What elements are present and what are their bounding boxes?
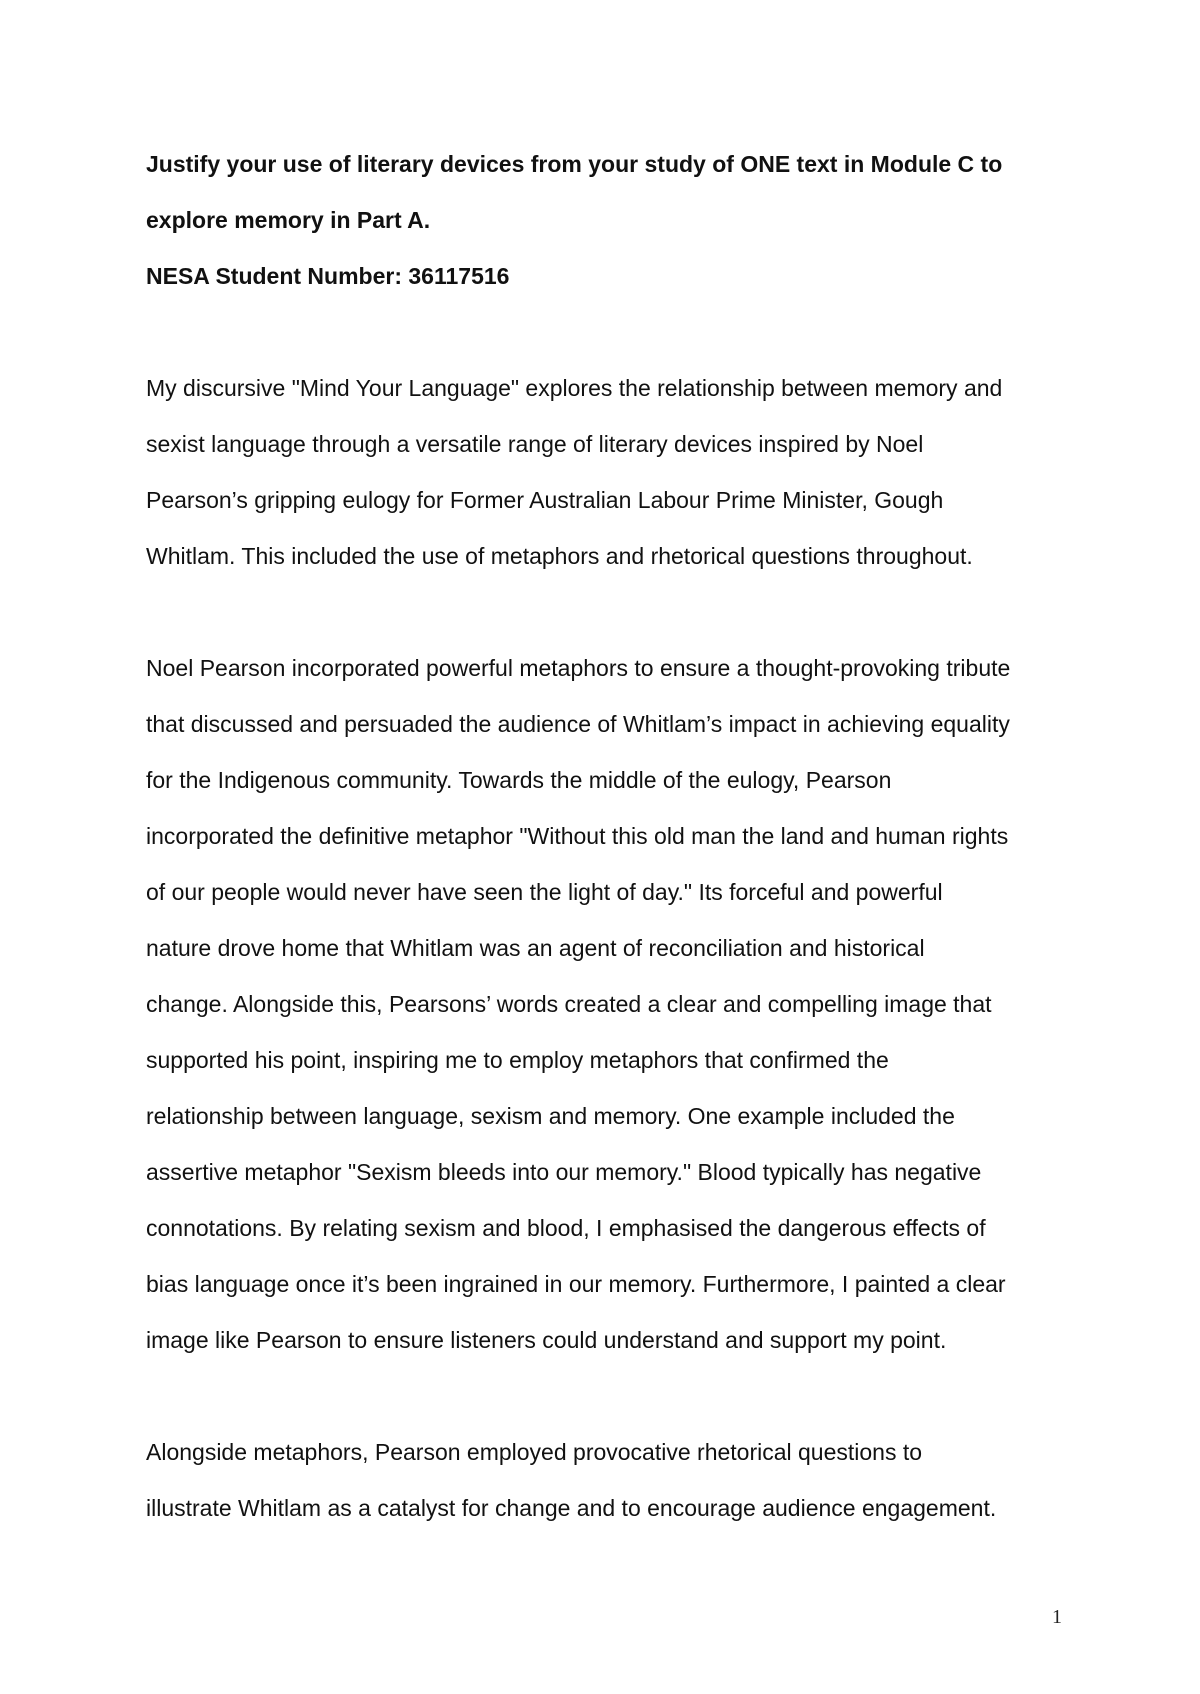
paragraph-line: Noel Pearson incorporated powerful metaphors to ensure a thought-provoking tribute [146,655,1011,681]
paragraph-line: image like Pearson to ensure listeners could understand and support my point. [146,1327,947,1353]
paragraph-line: My discursive "Mind Your Language" explores the relationship between memory and [146,375,1003,401]
paragraph-line: for the Indigenous community. Towards the middle of the eulogy, Pearson [146,767,892,793]
paragraph-line: change. Alongside this, Pearsons’ words created a clear and compelling image that [146,991,992,1017]
paragraph-line: nature drove home that Whitlam was an agent of reconciliation and historical [146,935,925,961]
paragraph-line: Alongside metaphors, Pearson employed provocative rhetorical questions to [146,1439,923,1465]
paragraph-line: relationship between language, sexism and memory. One example included the [146,1103,955,1129]
document-body [146,136,1076,1536]
paragraph-line: incorporated the definitive metaphor "Without this old man the land and human rights [146,823,1009,849]
paragraph-introduction [146,360,1076,584]
paragraph-gap [146,1368,1076,1424]
paragraph-metaphors [146,640,1076,1368]
question-heading-line-1: Justify your use of literary devices from your study of ONE text in Module C to [146,151,1003,177]
paragraph-line: Pearson’s gripping eulogy for Former Australian Labour Prime Minister, Gough [146,487,944,513]
paragraph-line: of our people would never have seen the light of day." Its forceful and powerful [146,879,943,905]
paragraph-gap [146,304,1076,360]
student-number: NESA Student Number: 36117516 [146,263,510,289]
paragraph-line: assertive metaphor "Sexism bleeds into our memory." Blood typically has negative [146,1159,982,1185]
paragraph-line: supported his point, inspiring me to employ metaphors that confirmed the [146,1047,889,1073]
question-heading-line-2: explore memory in Part A. [146,207,431,233]
paragraph-line: connotations. By relating sexism and blood, I emphasised the dangerous effects of [146,1215,986,1241]
paragraph-line: sexist language through a versatile range of literary devices inspired by Noel [146,431,924,457]
paragraph-line: illustrate Whitlam as a catalyst for change and to encourage audience engagement. [146,1495,997,1521]
paragraph-rhetorical-questions [146,1424,1076,1536]
page-number: 1 [1052,1606,1062,1628]
paragraph-gap [146,584,1076,640]
paragraph-line: bias language once it’s been ingrained in our memory. Furthermore, I painted a clear [146,1271,1006,1297]
paragraph-line: Whitlam. This included the use of metaphors and rhetorical questions throughout. [146,543,973,569]
paragraph-line: that discussed and persuaded the audience of Whitlam’s impact in achieving equality [146,711,1010,737]
